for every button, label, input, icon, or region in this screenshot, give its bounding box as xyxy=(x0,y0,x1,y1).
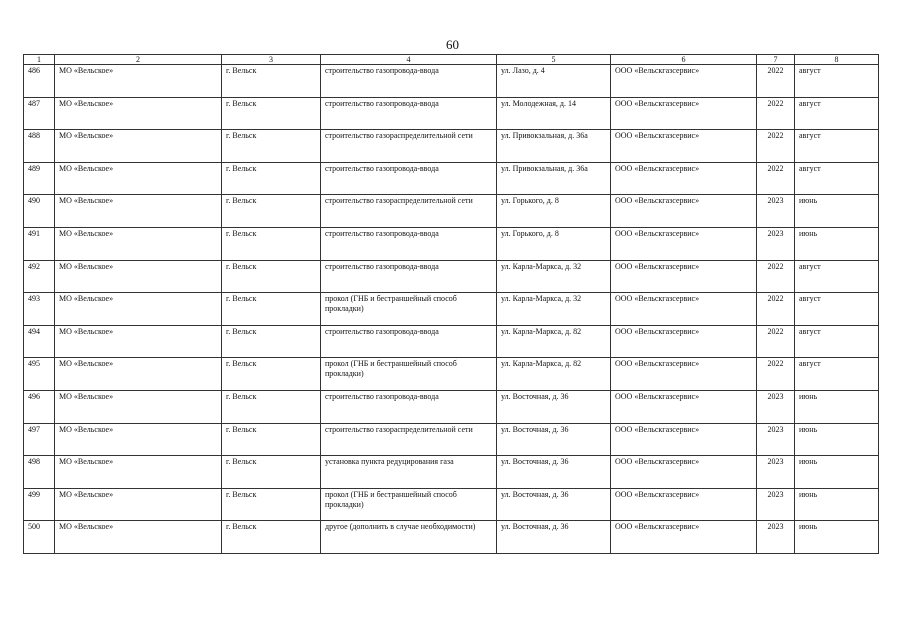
table-body xyxy=(24,65,879,554)
municipality-cell: МО «Вельское» xyxy=(55,195,222,228)
address-cell: ул. Карла-Маркса, д. 82 xyxy=(497,325,611,358)
column-header: 3 xyxy=(222,55,321,65)
month-cell: август xyxy=(795,293,879,326)
address-cell: ул. Восточная, д. 36 xyxy=(497,423,611,456)
row-number: 493 xyxy=(24,293,55,326)
column-header: 6 xyxy=(611,55,757,65)
municipality-cell: МО «Вельское» xyxy=(55,130,222,163)
column-header: 5 xyxy=(497,55,611,65)
year-cell: 2023 xyxy=(757,488,795,521)
row-number: 490 xyxy=(24,195,55,228)
settlement-cell: г. Вельск xyxy=(222,488,321,521)
address-cell: ул. Молодежная, д. 14 xyxy=(497,97,611,130)
organization-cell: ООО «Вельскгазсервис» xyxy=(611,521,757,554)
gasification-plan-table xyxy=(23,54,879,554)
year-cell: 2023 xyxy=(757,423,795,456)
month-cell: июнь xyxy=(795,195,879,228)
table-row xyxy=(24,260,879,293)
work-type-cell: строительство газопровода-ввода xyxy=(321,227,497,260)
row-number: 492 xyxy=(24,260,55,293)
row-number: 499 xyxy=(24,488,55,521)
row-number: 494 xyxy=(24,325,55,358)
work-type-cell: строительство газопровода-ввода xyxy=(321,390,497,423)
work-type-cell: строительство газопровода-ввода xyxy=(321,97,497,130)
month-cell: август xyxy=(795,65,879,98)
work-type-cell: строительство газораспределительной сети xyxy=(321,130,497,163)
settlement-cell: г. Вельск xyxy=(222,260,321,293)
work-type-cell: установка пункта редуцирования газа xyxy=(321,456,497,489)
settlement-cell: г. Вельск xyxy=(222,423,321,456)
month-cell: июнь xyxy=(795,227,879,260)
municipality-cell: МО «Вельское» xyxy=(55,293,222,326)
work-type-cell: строительство газораспределительной сети xyxy=(321,423,497,456)
month-cell: август xyxy=(795,97,879,130)
table-row xyxy=(24,293,879,326)
address-cell: ул. Восточная, д. 36 xyxy=(497,521,611,554)
month-cell: июнь xyxy=(795,423,879,456)
address-cell: ул. Привокзальная, д. 36а xyxy=(497,162,611,195)
address-cell: ул. Восточная, д. 36 xyxy=(497,456,611,489)
settlement-cell: г. Вельск xyxy=(222,195,321,228)
table-row xyxy=(24,456,879,489)
work-type-cell: строительство газопровода-ввода xyxy=(321,65,497,98)
table-row xyxy=(24,97,879,130)
address-cell: ул. Лазо, д. 4 xyxy=(497,65,611,98)
address-cell: ул. Горького, д. 8 xyxy=(497,195,611,228)
row-number: 486 xyxy=(24,65,55,98)
year-cell: 2022 xyxy=(757,325,795,358)
column-header: 8 xyxy=(795,55,879,65)
organization-cell: ООО «Вельскгазсервис» xyxy=(611,130,757,163)
municipality-cell: МО «Вельское» xyxy=(55,488,222,521)
organization-cell: ООО «Вельскгазсервис» xyxy=(611,65,757,98)
settlement-cell: г. Вельск xyxy=(222,390,321,423)
row-number: 488 xyxy=(24,130,55,163)
address-cell: ул. Горького, д. 8 xyxy=(497,227,611,260)
table-row xyxy=(24,423,879,456)
year-cell: 2022 xyxy=(757,130,795,163)
municipality-cell: МО «Вельское» xyxy=(55,227,222,260)
table-row xyxy=(24,390,879,423)
month-cell: июнь xyxy=(795,488,879,521)
month-cell: июнь xyxy=(795,521,879,554)
year-cell: 2022 xyxy=(757,260,795,293)
organization-cell: ООО «Вельскгазсервис» xyxy=(611,195,757,228)
table-row xyxy=(24,65,879,98)
address-cell: ул. Привокзальная, д. 36а xyxy=(497,130,611,163)
row-number: 497 xyxy=(24,423,55,456)
organization-cell: ООО «Вельскгазсервис» xyxy=(611,358,757,391)
settlement-cell: г. Вельск xyxy=(222,162,321,195)
work-type-cell: строительство газопровода-ввода xyxy=(321,325,497,358)
month-cell: июнь xyxy=(795,456,879,489)
month-cell: август xyxy=(795,358,879,391)
settlement-cell: г. Вельск xyxy=(222,325,321,358)
organization-cell: ООО «Вельскгазсервис» xyxy=(611,488,757,521)
table-row xyxy=(24,521,879,554)
work-type-cell: строительство газопровода-ввода xyxy=(321,260,497,293)
month-cell: август xyxy=(795,325,879,358)
municipality-cell: МО «Вельское» xyxy=(55,260,222,293)
organization-cell: ООО «Вельскгазсервис» xyxy=(611,260,757,293)
settlement-cell: г. Вельск xyxy=(222,293,321,326)
organization-cell: ООО «Вельскгазсервис» xyxy=(611,456,757,489)
address-cell: ул. Восточная, д. 36 xyxy=(497,390,611,423)
page-number: 60 xyxy=(446,37,459,52)
year-cell: 2023 xyxy=(757,521,795,554)
month-cell: август xyxy=(795,130,879,163)
settlement-cell: г. Вельск xyxy=(222,521,321,554)
municipality-cell: МО «Вельское» xyxy=(55,162,222,195)
settlement-cell: г. Вельск xyxy=(222,358,321,391)
organization-cell: ООО «Вельскгазсервис» xyxy=(611,227,757,260)
municipality-cell: МО «Вельское» xyxy=(55,325,222,358)
settlement-cell: г. Вельск xyxy=(222,65,321,98)
municipality-cell: МО «Вельское» xyxy=(55,390,222,423)
organization-cell: ООО «Вельскгазсервис» xyxy=(611,423,757,456)
work-type-cell: прокол (ГНБ и бестраншейный способ прокладки) xyxy=(321,358,497,391)
column-header: 1 xyxy=(24,55,55,65)
table-row xyxy=(24,162,879,195)
year-cell: 2022 xyxy=(757,358,795,391)
table-row xyxy=(24,195,879,228)
month-cell: июнь xyxy=(795,390,879,423)
table-row xyxy=(24,130,879,163)
municipality-cell: МО «Вельское» xyxy=(55,97,222,130)
work-type-cell: строительство газопровода-ввода xyxy=(321,162,497,195)
settlement-cell: г. Вельск xyxy=(222,130,321,163)
municipality-cell: МО «Вельское» xyxy=(55,358,222,391)
address-cell: ул. Карла-Маркса, д. 32 xyxy=(497,293,611,326)
row-number: 500 xyxy=(24,521,55,554)
year-cell: 2022 xyxy=(757,293,795,326)
year-cell: 2023 xyxy=(757,227,795,260)
year-cell: 2023 xyxy=(757,195,795,228)
settlement-cell: г. Вельск xyxy=(222,97,321,130)
municipality-cell: МО «Вельское» xyxy=(55,456,222,489)
year-cell: 2022 xyxy=(757,97,795,130)
organization-cell: ООО «Вельскгазсервис» xyxy=(611,325,757,358)
year-cell: 2023 xyxy=(757,456,795,489)
month-cell: август xyxy=(795,162,879,195)
table-row xyxy=(24,488,879,521)
column-number-header-row xyxy=(24,55,879,65)
row-number: 487 xyxy=(24,97,55,130)
address-cell: ул. Восточная, д. 36 xyxy=(497,488,611,521)
organization-cell: ООО «Вельскгазсервис» xyxy=(611,390,757,423)
settlement-cell: г. Вельск xyxy=(222,456,321,489)
address-cell: ул. Карла-Маркса, д. 32 xyxy=(497,260,611,293)
table-row xyxy=(24,325,879,358)
work-type-cell: прокол (ГНБ и бестраншейный способ прокладки) xyxy=(321,488,497,521)
settlement-cell: г. Вельск xyxy=(222,227,321,260)
column-header: 4 xyxy=(321,55,497,65)
month-cell: август xyxy=(795,260,879,293)
work-type-cell: другое (дополнить в случае необходимости) xyxy=(321,521,497,554)
municipality-cell: МО «Вельское» xyxy=(55,65,222,98)
address-cell: ул. Карла-Маркса, д. 82 xyxy=(497,358,611,391)
work-type-cell: строительство газораспределительной сети xyxy=(321,195,497,228)
row-number: 489 xyxy=(24,162,55,195)
row-number: 491 xyxy=(24,227,55,260)
organization-cell: ООО «Вельскгазсервис» xyxy=(611,162,757,195)
organization-cell: ООО «Вельскгазсервис» xyxy=(611,293,757,326)
column-header: 2 xyxy=(55,55,222,65)
year-cell: 2022 xyxy=(757,65,795,98)
work-type-cell: прокол (ГНБ и бестраншейный способ прокладки) xyxy=(321,293,497,326)
table-row xyxy=(24,358,879,391)
column-header: 7 xyxy=(757,55,795,65)
organization-cell: ООО «Вельскгазсервис» xyxy=(611,97,757,130)
table-row xyxy=(24,227,879,260)
municipality-cell: МО «Вельское» xyxy=(55,423,222,456)
year-cell: 2023 xyxy=(757,390,795,423)
municipality-cell: МО «Вельское» xyxy=(55,521,222,554)
row-number: 496 xyxy=(24,390,55,423)
year-cell: 2022 xyxy=(757,162,795,195)
row-number: 498 xyxy=(24,456,55,489)
row-number: 495 xyxy=(24,358,55,391)
